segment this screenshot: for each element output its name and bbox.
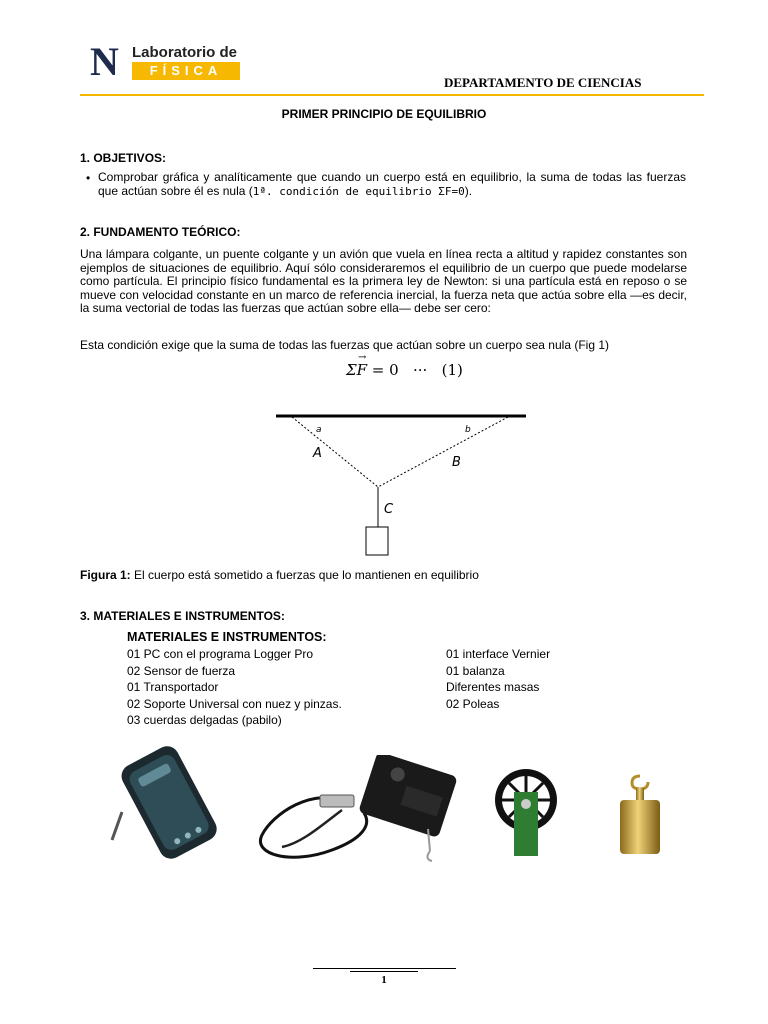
rope-a — [292, 417, 378, 487]
department-label: DEPARTAMENTO DE CIENCIAS — [444, 75, 642, 90]
page-number: 1 — [381, 974, 387, 986]
list-item: 02 Poleas — [446, 696, 500, 711]
list-item: 01 balanza — [446, 663, 505, 678]
materiales-heading: 3. MATERIALES E INSTRUMENTOS: — [80, 609, 285, 623]
header-divider — [80, 94, 704, 96]
label-B: B — [452, 455, 461, 470]
list-item: 02 Soporte Universal con nuez y pinzas. — [127, 696, 342, 711]
label-a: a — [316, 425, 322, 435]
label-C: C — [384, 502, 394, 517]
formula-lhs: ΣF — [346, 361, 368, 379]
hanging-body — [366, 527, 388, 555]
label-A: A — [313, 446, 322, 461]
equilibrium-figure — [270, 405, 534, 560]
list-item: Diferentes masas — [446, 680, 540, 694]
logo-letter: N — [90, 39, 119, 84]
vernier-interface-image — [108, 742, 233, 862]
fundamento-paragraph-1: Una lámpara colgante, un puente colgante y un avión que vuela en línea recta a altitud y rapidez constantes son ejemplos de situaciones de equilibrio. Aquí sólo consideraremos el equilibrio de un cuerpo que puede modelarse como partícula. El principio físico fundamental es la primera ley de Newton: si una partícula está en reposo o se mueve con velocidad constante en un marco de referencia inercial, la fuerza neta que actúa sobre ella —es decir, la suma vectorial de todas las fuerzas que actúan sobre ella— debe ser cero: — [80, 247, 687, 315]
label-b: b — [465, 425, 471, 435]
pulley-image — [492, 760, 564, 860]
mass-weight-image — [612, 772, 668, 860]
list-item: 03 cuerdas delgadas (pabilo) — [127, 713, 282, 727]
list-item: 02 Sensor de fuerza — [127, 663, 236, 678]
list-item: 01 PC con el programa Logger Pro — [127, 647, 314, 661]
bullet-icon: • — [86, 171, 91, 185]
fundamento-paragraph-2: Esta condición exige que la suma de todas las fuerzas que actúan sobre un cuerpo sea nula (Fig 1) — [80, 338, 609, 352]
objetivos-condition: 1ª. condición de equilibrio ΣF=0 — [252, 184, 465, 198]
fundamento-heading: 2. FUNDAMENTO TEÓRICO: — [80, 225, 241, 239]
formula-lhs-wrap — [346, 352, 368, 379]
objetivos-bullet — [98, 171, 686, 198]
figure-caption — [80, 568, 479, 582]
rope-b — [378, 417, 508, 487]
vector-arrow-icon: → — [358, 352, 367, 363]
footer-rule-short — [350, 971, 418, 972]
figure-caption-text: El cuerpo está sometido a fuerzas que lo mantienen en equilibrio — [130, 568, 479, 582]
objetivos-text: Comprobar gráfica y analíticamente que cuando un cuerpo está en equilibrio, la suma de todas las fuerzas que actúan sobre él es nula ( — [98, 170, 686, 198]
equilibrium-formula — [346, 352, 463, 379]
document-title: PRIMER PRINCIPIO DE EQUILIBRIO — [281, 107, 487, 121]
formula-rhs: = 0 ··· (1) — [371, 361, 463, 379]
list-item: 01 interface Vernier — [446, 647, 551, 661]
footer-rule — [313, 968, 456, 969]
materiales-right-list — [446, 646, 550, 712]
figure-caption-label: Figura 1: — [80, 568, 131, 582]
materiales-subheading: MATERIALES E INSTRUMENTOS: — [127, 630, 327, 644]
force-sensor-image — [252, 755, 462, 867]
materiales-left-list — [127, 646, 342, 729]
objetivos-heading: 1. OBJETIVOS: — [80, 151, 167, 165]
logo-line1: Laboratorio de — [132, 44, 238, 61]
logo-line2: FÍSICA — [149, 63, 223, 78]
objetivos-end: ). — [464, 183, 473, 198]
list-item: 01 Transportador — [127, 680, 219, 694]
